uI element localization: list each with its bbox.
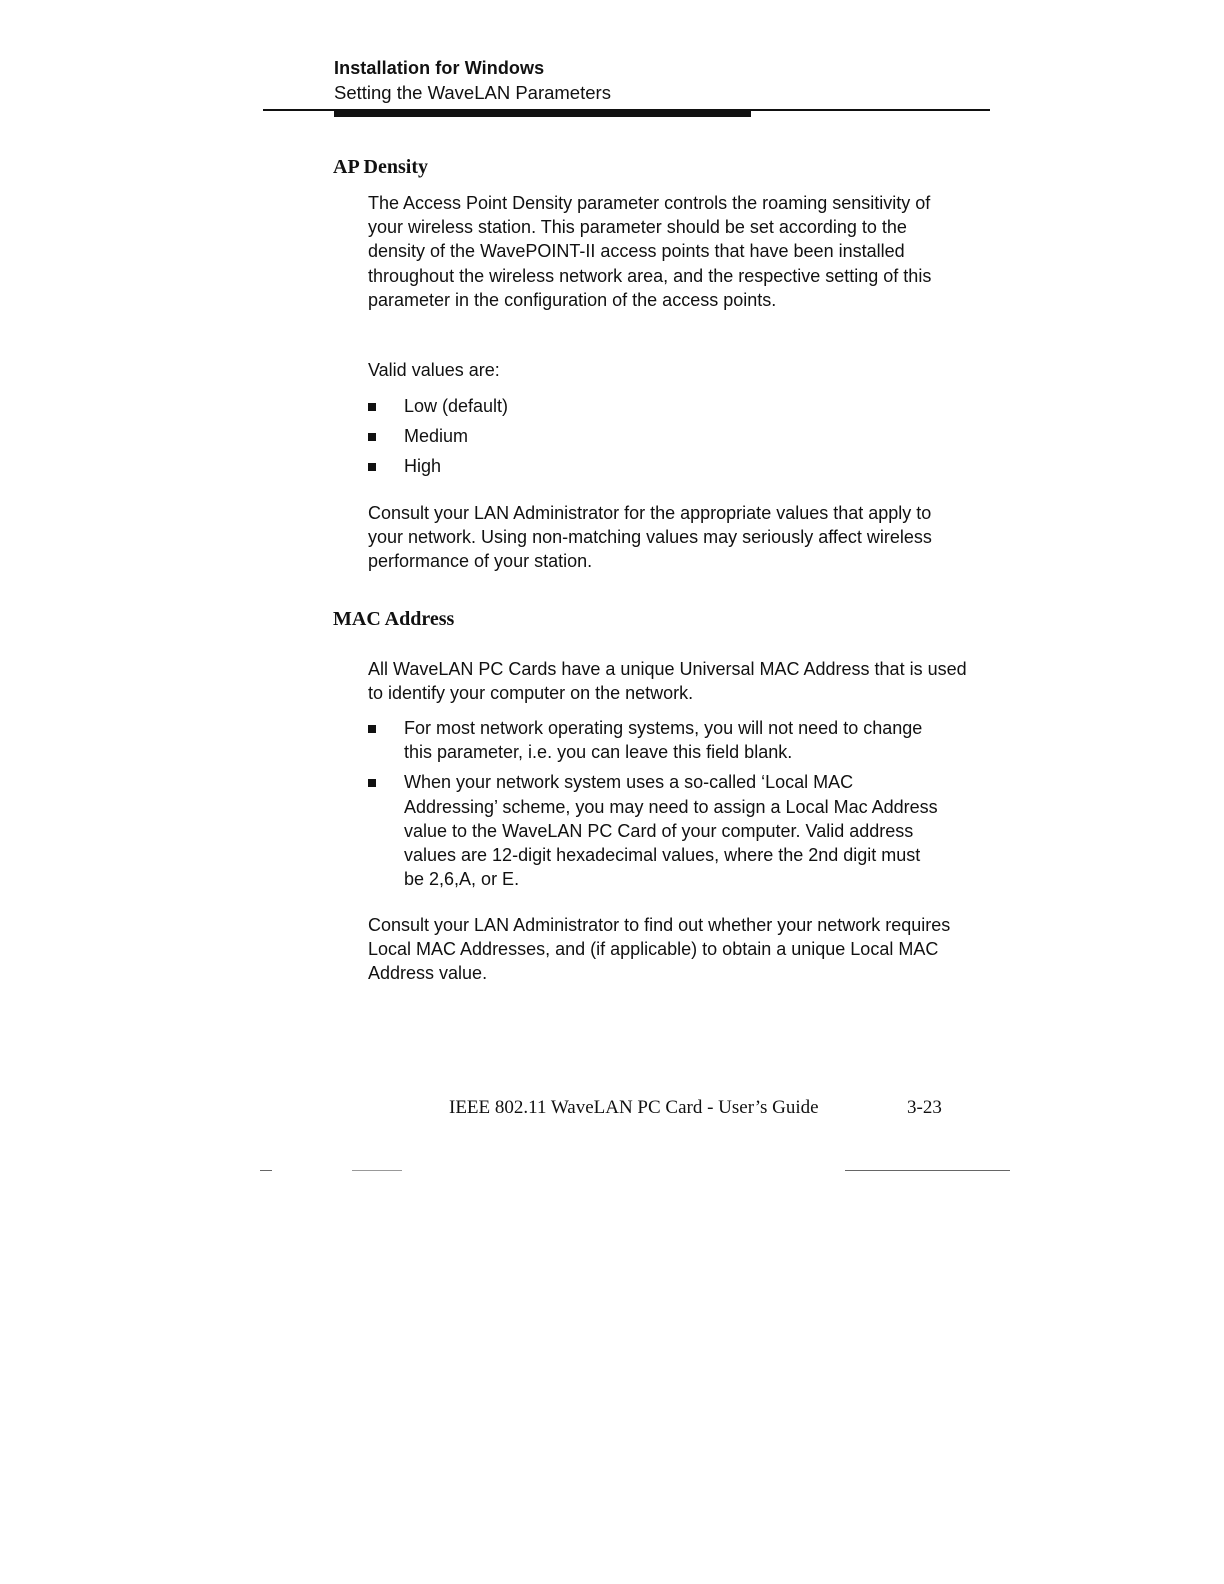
square-bullet-icon xyxy=(368,403,376,411)
square-bullet-icon xyxy=(368,433,376,441)
mac-address-list xyxy=(368,716,944,891)
list-item xyxy=(368,454,968,478)
list-item xyxy=(368,716,944,764)
valid-values-label-text: Valid values are: xyxy=(368,360,500,380)
list-item-text: High xyxy=(404,456,442,477)
list-item xyxy=(368,424,968,448)
list-item-text: When your network system uses a so-called ‘Local MAC Addressing’ scheme, you may need to assign a Local Mac Address value to the WaveLAN PC Card of your computer. Valid address values are 12-digit hexadecimal values, where the 2nd digit must be 2,6,A, or E. xyxy=(404,772,938,890)
ap-density-heading: AP Density xyxy=(333,156,428,178)
footer-title: IEEE 802.11 WaveLAN PC Card - User’s Guide xyxy=(449,1097,819,1118)
mac-address-intro-text: All WaveLAN PC Cards have a unique Universal MAC Address that is used to identify your computer on the network. xyxy=(368,659,967,704)
square-bullet-icon xyxy=(368,725,376,733)
ap-density-intro-text: The Access Point Density parameter controls the roaming sensitivity of your wireless station. This parameter should be set according to the density of the WavePOINT-II access points that have been installed throughout the wireless network area, and the respective setting of this parameter in the configuration of the access points. xyxy=(368,193,932,310)
valid-values-list xyxy=(368,394,968,479)
list-item xyxy=(368,770,944,891)
list-item-text: Medium xyxy=(404,426,469,447)
list-item xyxy=(368,394,968,418)
ap-density-intro xyxy=(368,191,968,312)
mac-address-heading: MAC Address xyxy=(333,608,455,630)
header-rule-bar xyxy=(334,110,751,117)
mac-address-consult-text: Consult your LAN Administrator to find out whether your network requires Local MAC Addresses, and (if applicable) to obtain a unique Local MAC Address value. xyxy=(368,915,951,984)
scan-artifact xyxy=(845,1170,1010,1171)
mac-address-consult xyxy=(368,913,968,986)
mac-address-intro xyxy=(368,657,968,705)
square-bullet-icon xyxy=(368,463,376,471)
list-item-text: Low (default) xyxy=(404,396,509,416)
ap-density-consult-text: Consult your LAN Administrator for the appropriate values that apply to your network. Using non-matching values may seriously affect wireless performance of your station. xyxy=(368,503,932,572)
running-header-section: Setting the WaveLAN Parameters xyxy=(334,82,611,103)
valid-values-label xyxy=(368,358,968,382)
scan-artifact xyxy=(260,1170,272,1171)
running-header-chapter: Installation for Windows xyxy=(334,58,545,78)
scan-artifact xyxy=(352,1170,402,1171)
list-item-text: For most network operating systems, you will not need to change this parameter, i.e. you can leave this field blank. xyxy=(404,718,923,763)
ap-density-consult xyxy=(368,501,968,574)
page-number: 3-23 xyxy=(907,1097,942,1118)
square-bullet-icon xyxy=(368,779,376,787)
